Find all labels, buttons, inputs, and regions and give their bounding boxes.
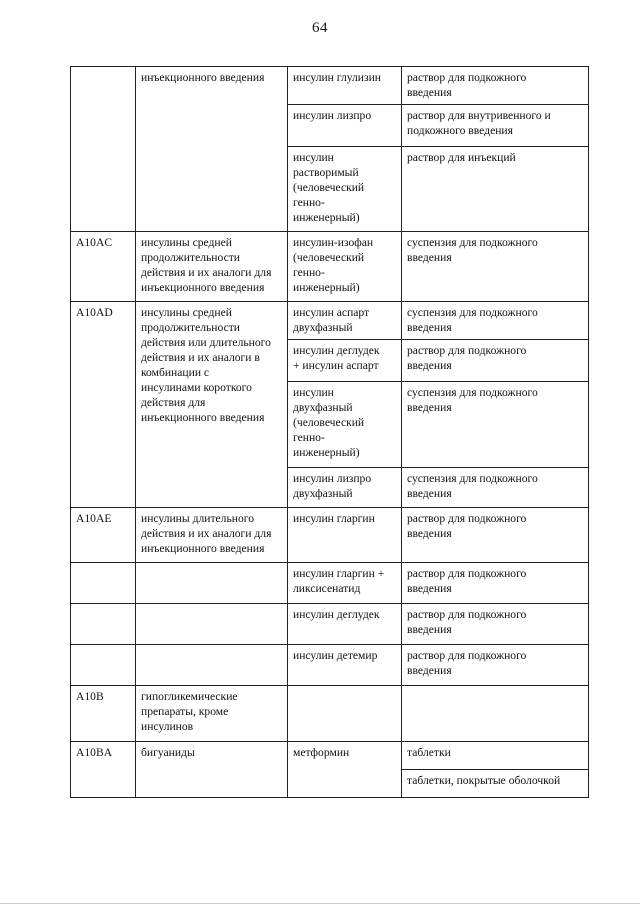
group-cell: инсулины средней продолжительности действия или длительного действия и их аналоги в комбинации с инсулинами короткого действия для инъекционного введения <box>136 302 288 508</box>
group-cell: инъекционного введения <box>136 67 288 232</box>
table-row <box>71 302 589 340</box>
substance-cell: инсулин лизпро <box>288 105 402 147</box>
form-cell: раствор для подкожного введения <box>402 508 589 563</box>
substance-cell: инсулин аспарт двухфазный <box>288 302 402 340</box>
atc-code-cell: A10AC <box>71 232 136 302</box>
form-cell: раствор для подкожного введения <box>402 604 589 645</box>
form-cell: суспензия для подкожного введения <box>402 468 589 508</box>
table-row <box>71 67 589 105</box>
substance-cell: инсулин гларгин + ликсисенатид <box>288 563 402 604</box>
table-row <box>71 686 589 742</box>
group-cell: инсулины средней продолжительности действия и их аналоги для инъекционного введения <box>136 232 288 302</box>
group-cell <box>136 645 288 686</box>
form-cell: раствор для инъекций <box>402 147 589 232</box>
substance-cell: инсулин глулизин <box>288 67 402 105</box>
form-cell <box>402 686 589 742</box>
form-cell: раствор для подкожного введения <box>402 645 589 686</box>
drug-table <box>70 66 589 798</box>
substance-cell: инсулин лизпро двухфазный <box>288 468 402 508</box>
table-row <box>71 563 589 604</box>
atc-code-cell: A10B <box>71 686 136 742</box>
table-row <box>71 604 589 645</box>
atc-code-cell <box>71 67 136 232</box>
form-cell: суспензия для подкожного введения <box>402 232 589 302</box>
substance-cell: инсулин-изофан (человеческий генно- инженерный) <box>288 232 402 302</box>
scan-edge <box>0 903 640 904</box>
group-cell: бигуаниды <box>136 742 288 798</box>
substance-cell: метформин <box>288 742 402 798</box>
page-number: 64 <box>312 20 328 36</box>
form-cell: суспензия для подкожного введения <box>402 382 589 468</box>
group-cell <box>136 563 288 604</box>
table-row <box>71 645 589 686</box>
substance-cell: инсулин детемир <box>288 645 402 686</box>
form-cell: раствор для внутривенного и подкожного введения <box>402 105 589 147</box>
substance-cell: инсулин деглудек + инсулин аспарт <box>288 340 402 382</box>
substance-cell: инсулин двухфазный (человеческий генно- инженерный) <box>288 382 402 468</box>
table-row <box>71 742 589 770</box>
substance-cell <box>288 686 402 742</box>
atc-code-cell <box>71 563 136 604</box>
form-cell: раствор для подкожного введения <box>402 563 589 604</box>
atc-code-cell: A10AE <box>71 508 136 563</box>
atc-code-cell <box>71 645 136 686</box>
form-cell: таблетки, покрытые оболочкой <box>402 770 589 798</box>
table-row <box>71 232 589 302</box>
table-row <box>71 508 589 563</box>
atc-code-cell: A10AD <box>71 302 136 508</box>
form-cell: таблетки <box>402 742 589 770</box>
substance-cell: инсулин гларгин <box>288 508 402 563</box>
atc-code-cell: A10BA <box>71 742 136 798</box>
group-cell <box>136 604 288 645</box>
atc-code-cell <box>71 604 136 645</box>
form-cell: суспензия для подкожного введения <box>402 302 589 340</box>
form-cell: раствор для подкожного введения <box>402 67 589 105</box>
substance-cell: инсулин растворимый (человеческий генно- инженерный) <box>288 147 402 232</box>
group-cell: инсулины длительного действия и их аналоги для инъекционного введения <box>136 508 288 563</box>
substance-cell: инсулин деглудек <box>288 604 402 645</box>
group-cell: гипогликемические препараты, кроме инсулинов <box>136 686 288 742</box>
form-cell: раствор для подкожного введения <box>402 340 589 382</box>
